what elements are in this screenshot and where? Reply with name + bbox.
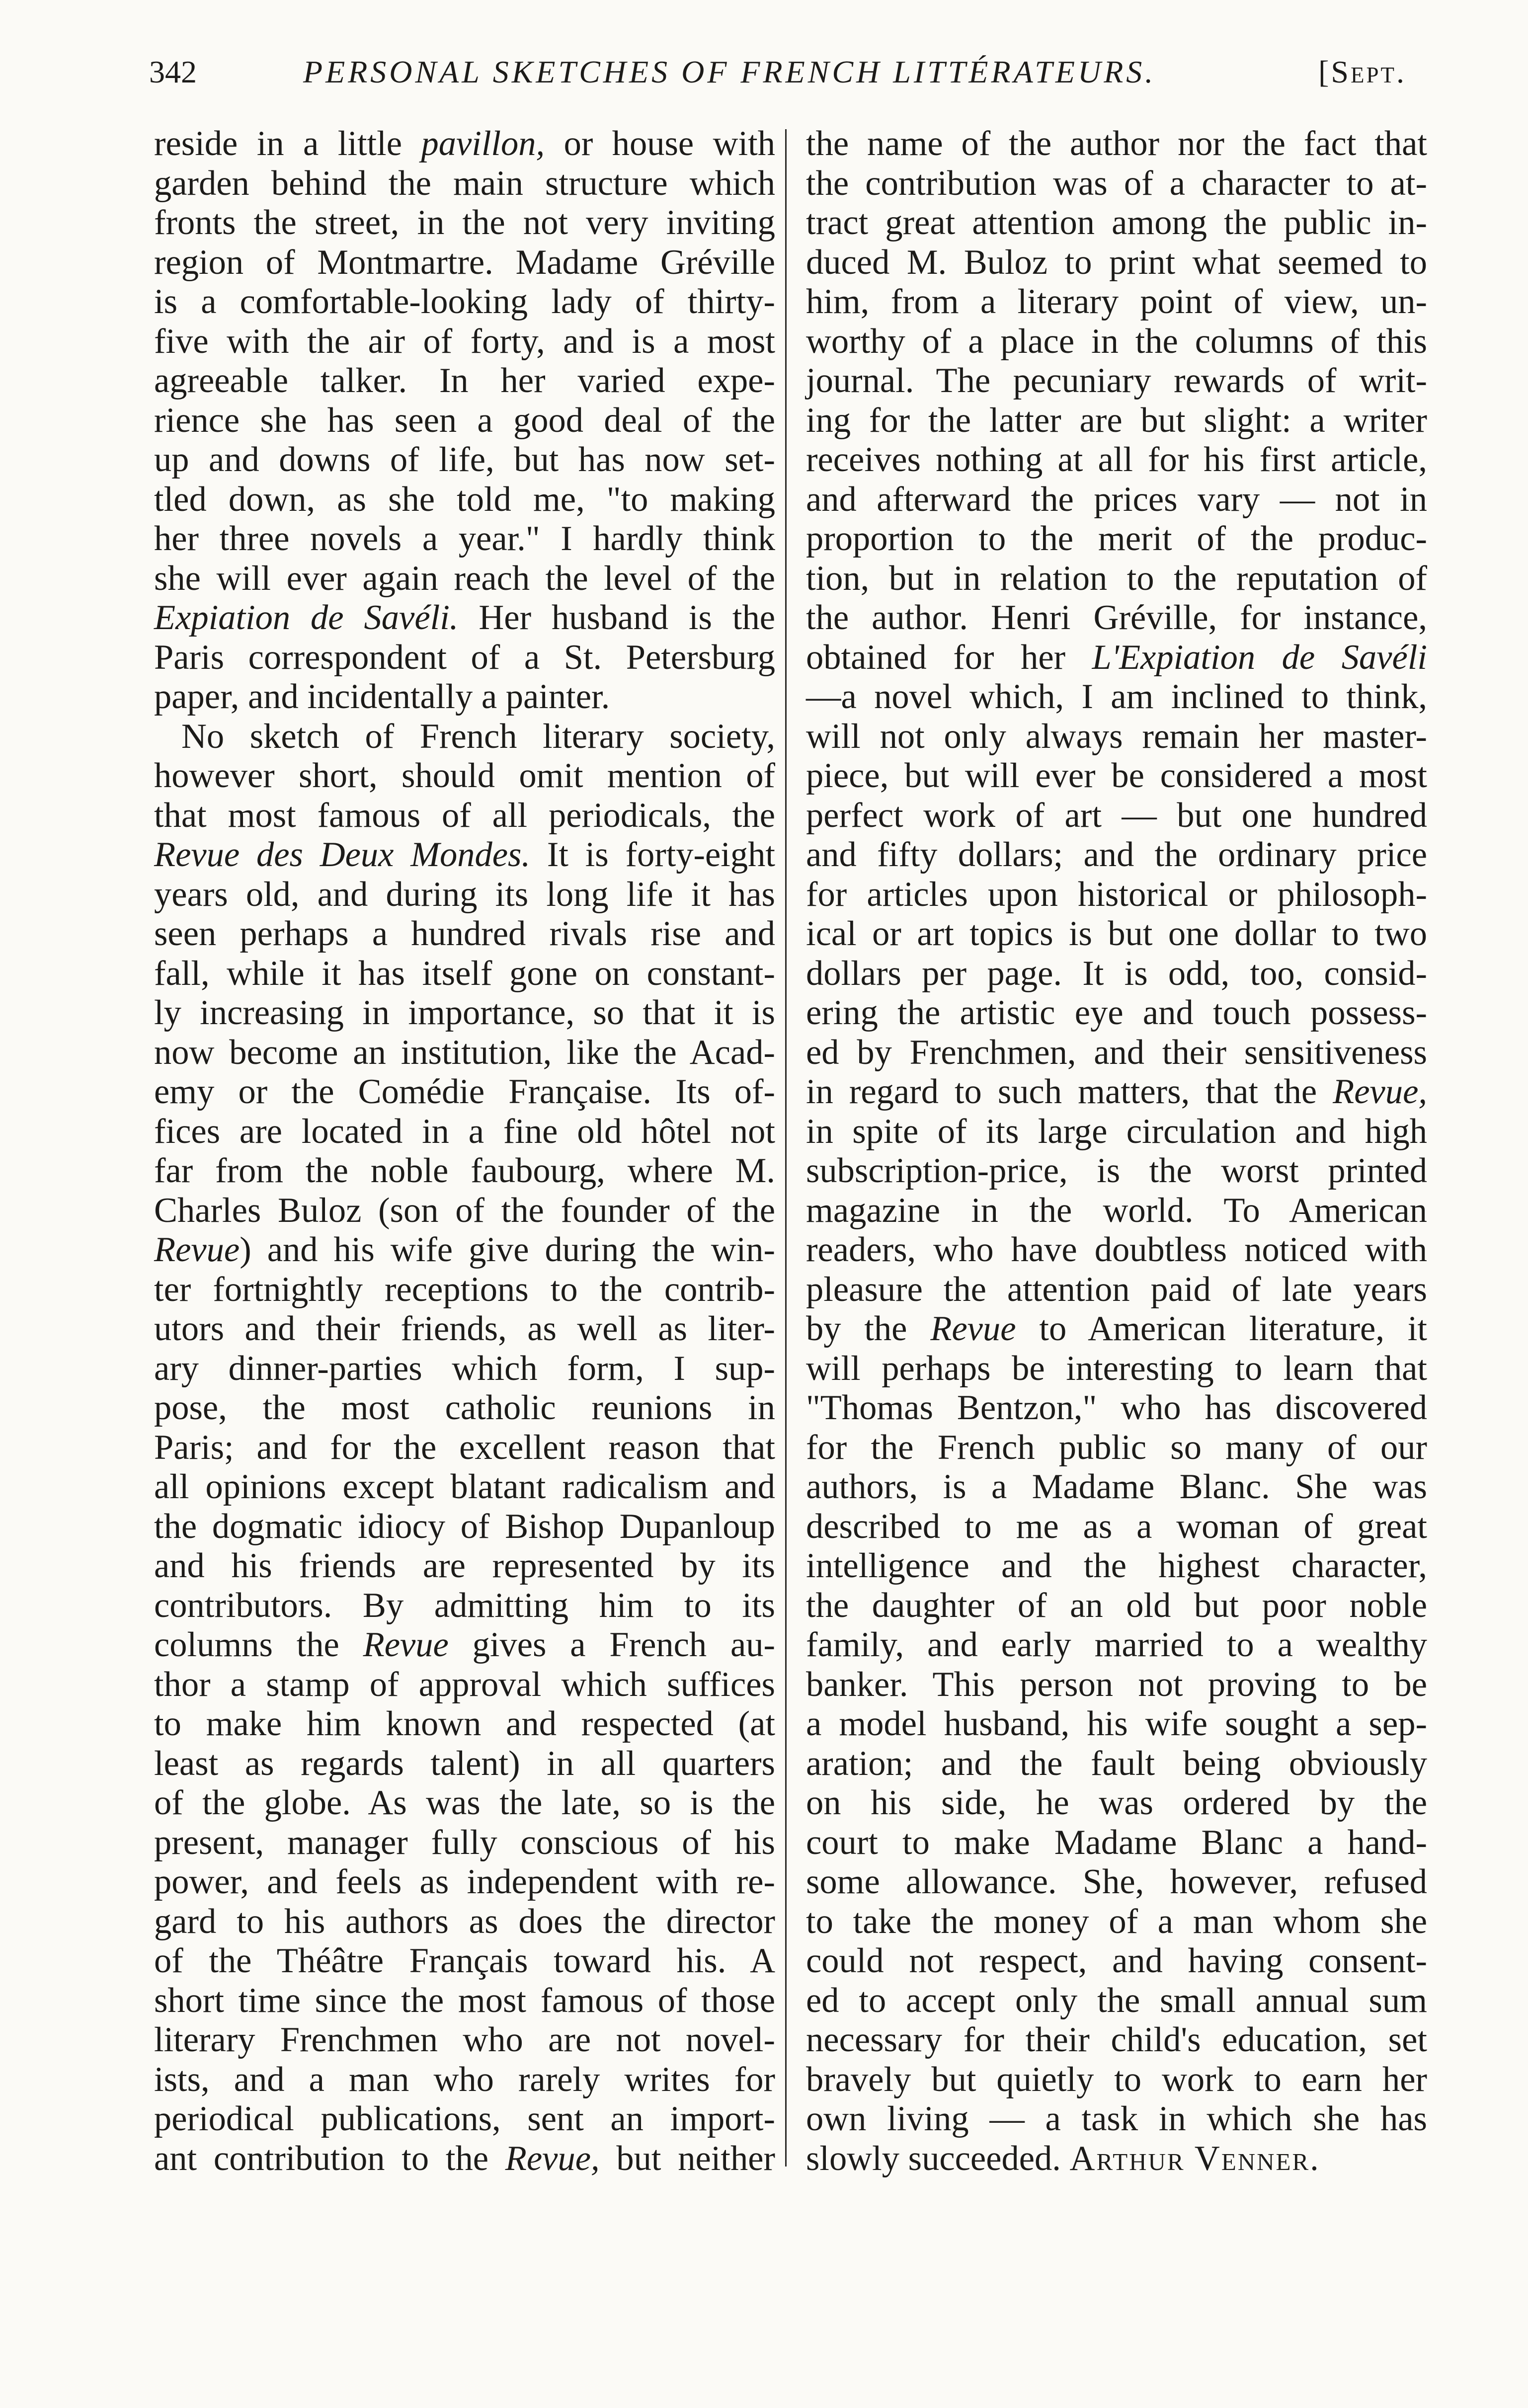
text-run: by the [806, 1309, 931, 1348]
text-line [154, 322, 775, 362]
text-line [806, 1586, 1427, 1626]
text-line [154, 2020, 775, 2060]
text-line [806, 361, 1427, 401]
text-line [154, 1112, 775, 1152]
text-run: of the Théâtre Français toward his. A [154, 1941, 775, 1980]
text-run: far from the noble faubourg, where M. [154, 1151, 775, 1190]
text-run: aration; and the fault being obviously [806, 1744, 1427, 1783]
text-line [154, 677, 775, 717]
text-run: ter fortnightly receptions to the contrib- [154, 1270, 775, 1309]
text-run: up and downs of life, but has now set- [154, 440, 775, 479]
text-line [806, 1981, 1427, 2021]
text-run: dollars per page. It is odd, too, consid- [806, 954, 1427, 993]
text-line [154, 1467, 775, 1507]
italic-text: pavillon, [421, 124, 545, 163]
text-run: bravely but quietly to work to earn her [806, 2060, 1427, 2099]
text-run: contributors. By admitting him to its [154, 1586, 775, 1625]
text-run: of the globe. As was the late, so is the [154, 1783, 775, 1822]
text-line [154, 401, 775, 441]
text-run: ary dinner-parties which form, I sup- [154, 1349, 775, 1388]
page-number: 342 [149, 54, 197, 89]
text-line [806, 203, 1427, 243]
text-run: reside in a little [154, 124, 421, 163]
text-run: to make him known and respected (at [154, 1704, 775, 1743]
text-line [806, 1388, 1427, 1428]
text-run: banker. This person not proving to be [806, 1665, 1427, 1704]
text-run: in spite of its large circulation and high [806, 1112, 1427, 1151]
text-run: some allowance. She, however, refused [806, 1862, 1427, 1901]
text-line [154, 1230, 775, 1270]
italic-text: Revue [363, 1625, 449, 1664]
text-line [154, 1546, 775, 1586]
text-run: ical or art topics is but one dollar to two [806, 914, 1427, 953]
text-run: garden behind the main structure which [154, 163, 775, 203]
text-line [806, 598, 1427, 638]
text-line [806, 124, 1427, 164]
text-run: magazine in the world. To American [806, 1191, 1427, 1230]
text-line [154, 203, 775, 243]
text-run: court to make Madame Blanc a hand- [806, 1823, 1427, 1862]
text-line [806, 796, 1427, 836]
text-run: pose, the most catholic reunions in [154, 1388, 775, 1427]
text-run: the name of the author nor the fact that [806, 124, 1427, 163]
text-line [806, 1191, 1427, 1231]
text-run: but neither [599, 2139, 775, 2178]
text-line [806, 164, 1427, 204]
text-run: rience she has seen a good deal of the [154, 401, 775, 440]
text-line [154, 875, 775, 915]
text-line [154, 1270, 775, 1310]
text-run: piece, but will ever be considered a most [806, 756, 1427, 795]
text-run: pleasure the attention paid of late years [806, 1270, 1427, 1309]
text-run: "Thomas Bentzon," who has discovered [806, 1388, 1427, 1427]
text-line [806, 243, 1427, 283]
text-run: It is forty-eight [530, 835, 775, 874]
text-run: thor a stamp of approval which suffices [154, 1665, 775, 1704]
text-run: columns the [154, 1625, 363, 1664]
text-line [806, 519, 1427, 559]
text-line [154, 1665, 775, 1705]
text-run: she will ever again reach the level of the [154, 559, 775, 598]
text-line [806, 1428, 1427, 1468]
text-line [154, 164, 775, 204]
text-run: fall, while it has itself gone on constant- [154, 954, 775, 993]
text-run: short time since the most famous of those [154, 1981, 775, 2020]
text-line [154, 1428, 775, 1468]
text-run: Her husband is the [458, 598, 775, 637]
text-run: authors, is a Madame Blanc. She was [806, 1467, 1427, 1506]
text-line [154, 361, 775, 401]
text-line [806, 440, 1427, 480]
text-line [806, 480, 1427, 520]
text-run: all opinions except blatant radicalism and [154, 1467, 775, 1506]
text-run: Paris correspondent of a St. Petersburg [154, 638, 775, 677]
text-line [806, 559, 1427, 599]
text-run: own living — a task in which she has [806, 2099, 1427, 2138]
text-run: journal. The pecuniary rewards of writ- [806, 361, 1427, 400]
text-run: and fifty dollars; and the ordinary price [806, 835, 1427, 874]
text-line [154, 796, 775, 836]
text-line [154, 1033, 775, 1073]
text-line [806, 756, 1427, 796]
italic-text: Revue [154, 1230, 240, 1269]
text-line [806, 282, 1427, 322]
text-line [154, 1191, 775, 1231]
left-column [154, 124, 775, 2178]
text-run: intelligence and the highest character, [806, 1546, 1427, 1585]
text-run: gives a French au- [448, 1625, 775, 1664]
text-run: readers, who have doubtless noticed with [806, 1230, 1427, 1269]
italic-text: Revue, [1333, 1072, 1427, 1111]
text-line [154, 440, 775, 480]
text-run: paper, and incidentally a painter. [154, 677, 610, 716]
text-line [806, 993, 1427, 1033]
text-run: subscription-price, is the worst printed [806, 1151, 1427, 1190]
text-run: obtained for her [806, 638, 1092, 677]
text-run: to take the money of a man whom she [806, 1902, 1427, 1941]
text-line [154, 1704, 775, 1744]
text-line [806, 1349, 1427, 1389]
text-run: ering the artistic eye and touch possess- [806, 993, 1427, 1032]
text-run: agreeable talker. In her varied expe- [154, 361, 775, 400]
text-line [154, 1072, 775, 1112]
text-line [154, 914, 775, 954]
text-line [806, 1625, 1427, 1665]
text-line [154, 1625, 775, 1665]
text-line [806, 1902, 1427, 1942]
text-run: utors and their friends, as well as liter- [154, 1309, 775, 1348]
text-run: the contribution was of a character to at- [806, 163, 1427, 203]
text-run: power, and feels as independent with re- [154, 1862, 775, 1901]
text-line [154, 1902, 775, 1942]
text-run: years old, and during its long life it has [154, 875, 775, 914]
text-line [806, 954, 1427, 994]
text-line [154, 756, 775, 796]
text-line [806, 2060, 1427, 2100]
text-line [154, 993, 775, 1033]
text-line [806, 1546, 1427, 1586]
text-run: and afterward the prices vary — not in [806, 480, 1427, 519]
text-run: ists, and a man who rarely writes for [154, 2060, 775, 2099]
text-run: her three novels a year." I hardly think [154, 519, 775, 558]
text-line [154, 1862, 775, 1902]
text-line [806, 835, 1427, 875]
text-line [806, 1230, 1427, 1270]
text-line [806, 1033, 1427, 1073]
text-run: ed by Frenchmen, and their sensitiveness [806, 1033, 1427, 1072]
text-run: fronts the street, in the not very inviting [154, 203, 775, 242]
text-line [154, 1823, 775, 1863]
text-run: No sketch of French literary society, [181, 717, 775, 756]
text-line [154, 519, 775, 559]
text-run: ) and his wife give during the win- [240, 1230, 775, 1269]
text-run: and his friends are represented by its [154, 1546, 775, 1585]
text-line [154, 1744, 775, 1784]
italic-text: Revue, [505, 2139, 600, 2178]
text-run: family, and early married to a wealthy [806, 1625, 1427, 1664]
page-header [149, 50, 1406, 94]
text-run: tion, but in relation to the reputation of [806, 559, 1427, 598]
text-line [806, 2099, 1427, 2139]
text-run: tract great attention among the public in- [806, 203, 1427, 242]
text-line [806, 1151, 1427, 1191]
text-line [154, 638, 775, 678]
italic-text: Revue des Deux Mondes. [154, 835, 531, 874]
text-line [154, 480, 775, 520]
text-run: gard to his authors as does the director [154, 1902, 775, 1941]
text-line [806, 1507, 1427, 1547]
text-line [154, 1309, 775, 1349]
text-run: literary Frenchmen who are not novel- [154, 2020, 775, 2059]
text-run: the dogmatic idiocy of Bishop Dupanloup [154, 1507, 775, 1546]
text-run: ly increasing in importance, so that it is [154, 993, 775, 1032]
text-line [806, 322, 1427, 362]
text-run: emy or the Comédie Française. Its of- [154, 1072, 775, 1111]
text-run: Paris; and for the excellent reason that [154, 1428, 775, 1467]
text-line [806, 1112, 1427, 1152]
text-line [806, 638, 1427, 678]
text-line [154, 1783, 775, 1823]
text-run: seen perhaps a hundred rivals rise and [154, 914, 775, 953]
text-run: for the French public so many of our [806, 1428, 1427, 1467]
text-run: in regard to such matters, that the [806, 1072, 1333, 1111]
text-line [154, 835, 775, 875]
text-line [806, 875, 1427, 915]
text-line [154, 1507, 775, 1547]
text-run: is a comfortable-looking lady of thirty- [154, 282, 775, 321]
text-line [806, 2139, 1427, 2179]
italic-text: L'Expiation de Savéli [1092, 638, 1427, 677]
text-run: periodical publications, sent an import- [154, 2099, 775, 2138]
italic-text: Expiation de Savéli. [154, 598, 459, 637]
text-line [154, 1151, 775, 1191]
text-line [154, 559, 775, 599]
text-run: the author. Henri Gréville, for instance, [806, 598, 1427, 637]
text-line [806, 1072, 1427, 1112]
author-signature: Arthur Venner. [1069, 2139, 1320, 2178]
text-run: or house with [545, 124, 775, 163]
text-line [806, 914, 1427, 954]
text-line [806, 1467, 1427, 1507]
text-line [806, 2020, 1427, 2060]
issue-month: [Sept. [1318, 54, 1406, 89]
text-line [154, 1941, 775, 1981]
text-run: will perhaps be interesting to learn that [806, 1349, 1427, 1388]
text-run: that most famous of all periodicals, the [154, 796, 775, 835]
text-run: ed to accept only the small annual sum [806, 1981, 1427, 2020]
column-divider [785, 129, 787, 2167]
text-line [154, 124, 775, 164]
text-line [806, 1270, 1427, 1310]
text-run: duced M. Buloz to print what seemed to [806, 242, 1427, 282]
text-run: the daughter of an old but poor noble [806, 1586, 1427, 1625]
text-run: described to me as a woman of great [806, 1507, 1427, 1546]
text-run: slowly succeeded. [806, 2139, 1070, 2178]
text-line [154, 1981, 775, 2021]
text-line [806, 1744, 1427, 1784]
text-run: fices are located in a fine old hôtel not [154, 1112, 775, 1151]
text-run: region of Montmartre. Madame Gréville [154, 242, 775, 282]
text-run: five with the air of forty, and is a most [154, 321, 775, 361]
text-run: for articles upon historical or philosoph- [806, 875, 1427, 914]
text-line [806, 1941, 1427, 1981]
text-line [154, 1586, 775, 1626]
text-run: will not only always remain her master- [806, 717, 1427, 756]
text-run: —a novel which, I am inclined to think, [806, 677, 1427, 716]
text-line [806, 1862, 1427, 1902]
text-run: to American literature, it [1016, 1309, 1427, 1348]
running-title: PERSONAL SKETCHES OF FRENCH LITTÉRATEURS. [303, 54, 1156, 89]
text-run: least as regards talent) in all quarters [154, 1744, 775, 1783]
text-run: proportion to the merit of the produc- [806, 519, 1427, 558]
italic-text: Revue [930, 1309, 1016, 1348]
text-line [154, 243, 775, 283]
text-line [806, 1823, 1427, 1863]
text-line [154, 717, 775, 757]
text-line [154, 954, 775, 994]
text-line [806, 401, 1427, 441]
text-line [806, 677, 1427, 717]
text-run: now become an institution, like the Acad- [154, 1033, 775, 1072]
text-run: ing for the latter are but slight: a writer [806, 401, 1427, 440]
text-run: ant contribution to the [154, 2139, 505, 2178]
text-line [806, 1309, 1427, 1349]
text-line [806, 717, 1427, 757]
text-line [154, 1388, 775, 1428]
text-line [154, 1349, 775, 1389]
text-run: could not respect, and having consent- [806, 1941, 1427, 1980]
text-line [154, 2139, 775, 2179]
text-run: receives nothing at all for his first article, [806, 440, 1427, 479]
text-run: him, from a literary point of view, un- [806, 282, 1427, 321]
text-run: tled down, as she told me, "to making [154, 480, 775, 519]
text-line [806, 1704, 1427, 1744]
text-run: necessary for their child's education, set [806, 2020, 1427, 2059]
text-line [806, 1783, 1427, 1823]
text-line [806, 1665, 1427, 1705]
text-line [154, 598, 775, 638]
text-run: on his side, he was ordered by the [806, 1783, 1427, 1822]
text-line [154, 2060, 775, 2100]
text-run: present, manager fully conscious of his [154, 1823, 775, 1862]
text-run: perfect work of art — but one hundred [806, 796, 1427, 835]
text-run: a model husband, his wife sought a sep- [806, 1704, 1427, 1743]
text-run: worthy of a place in the columns of this [806, 321, 1427, 361]
text-run: however short, should omit mention of [154, 756, 775, 795]
text-line [154, 282, 775, 322]
text-line [154, 2099, 775, 2139]
text-run: Charles Buloz (son of the founder of the [154, 1191, 775, 1230]
right-column [806, 124, 1427, 2178]
